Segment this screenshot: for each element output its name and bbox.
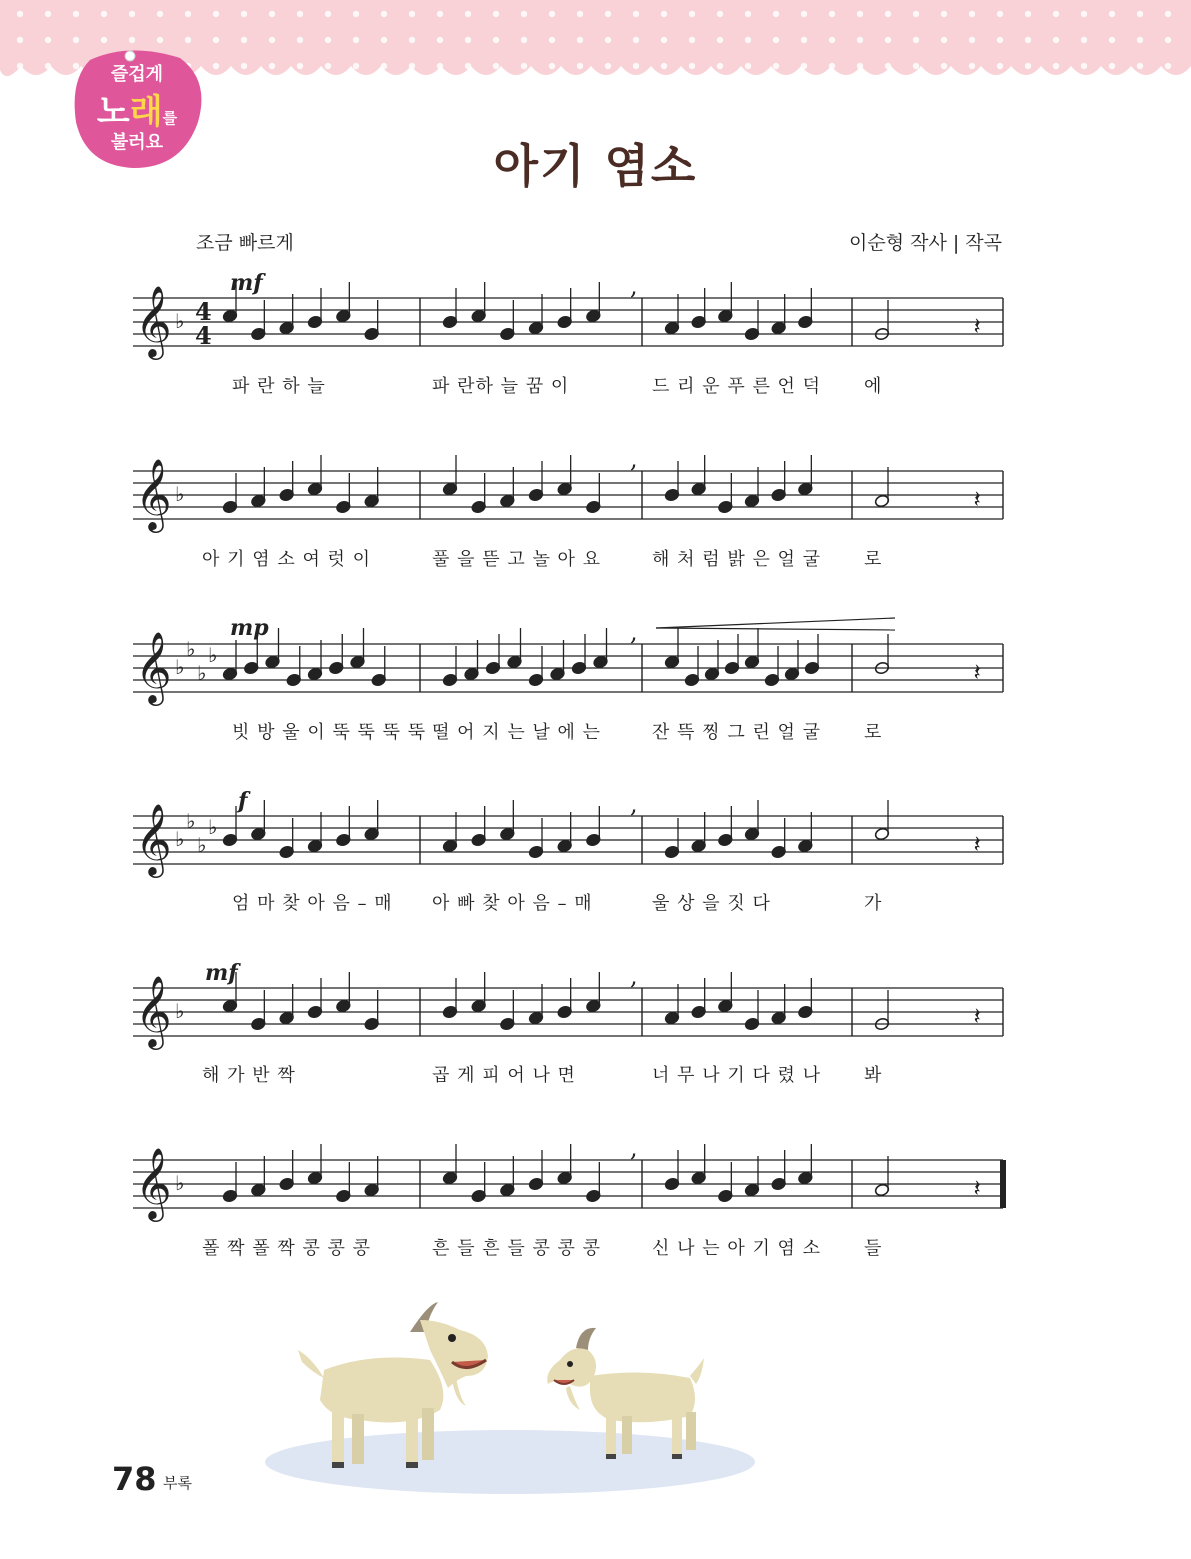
crescendo-hairpin bbox=[656, 618, 895, 628]
treble-clef: 𝄞 bbox=[135, 802, 172, 875]
badge-reul: 를 bbox=[162, 109, 178, 127]
lyric-row1-m2: 파 란하 늘 꿈 이 bbox=[432, 376, 570, 397]
breath-mark: , bbox=[630, 272, 638, 300]
flat-sign: ♭ bbox=[208, 815, 218, 839]
lyric-row4-m4: 가 bbox=[864, 893, 883, 914]
flat-sign: ♭ bbox=[186, 809, 196, 833]
song-title: 아기 염소 bbox=[493, 139, 698, 193]
treble-clef: 𝄞 bbox=[135, 630, 172, 703]
crescendo-hairpin bbox=[656, 628, 895, 630]
dynamic-marking: f bbox=[238, 788, 248, 814]
dynamic-marking: mp bbox=[230, 615, 269, 641]
treble-clef: 𝄞 bbox=[135, 457, 172, 530]
time-signature: 4 bbox=[195, 321, 212, 350]
treble-clef: 𝄞 bbox=[135, 974, 172, 1047]
quarter-rest: 𝄽 bbox=[973, 485, 981, 513]
flat-sign: ♭ bbox=[186, 637, 196, 661]
dynamic-marking: mf bbox=[205, 960, 238, 986]
lyric-row1-m1: 파 란 하 늘 bbox=[232, 376, 326, 397]
quarter-rest: 𝄽 bbox=[973, 658, 981, 686]
lyric-row3-m4: 로 bbox=[864, 722, 883, 743]
badge-rae: 래 bbox=[129, 92, 163, 132]
treble-clef: 𝄞 bbox=[135, 284, 172, 357]
flat-sign: ♭ bbox=[208, 643, 218, 667]
lyric-row3-m2: 떨 어 지 는 날 에 는 bbox=[432, 722, 602, 743]
lyric-row3-m3: 잔 뜩 찡 그 린 얼 굴 bbox=[652, 722, 822, 743]
dynamic-marking: mf bbox=[230, 270, 263, 296]
lyric-row2-m2: 풀 을 뜯 고 놀 아 요 bbox=[432, 549, 602, 570]
lyric-row2-m3: 해 처 럼 밝 은 얼 굴 bbox=[652, 549, 822, 570]
flat-sign: ♭ bbox=[197, 833, 207, 857]
goats-illustration bbox=[260, 1280, 760, 1500]
lyric-row4-m2: 아 빠 찾 아 음 – 매 bbox=[432, 893, 593, 914]
section-label: 부록 bbox=[163, 1474, 192, 1492]
lyric-row2-m1: 아 기 염 소 여 럿 이 bbox=[202, 549, 372, 570]
quarter-rest: 𝄽 bbox=[973, 312, 981, 340]
time-signature: 4 bbox=[195, 297, 212, 326]
flat-sign: ♭ bbox=[175, 309, 185, 333]
lyric-row5-m2: 곱 게 피 어 나 면 bbox=[432, 1065, 576, 1086]
badge-line3: 불러요 bbox=[110, 132, 164, 153]
lyric-row6-m1: 폴 짝 폴 짝 콩 콩 콩 bbox=[202, 1238, 372, 1259]
flat-sign: ♭ bbox=[175, 827, 185, 851]
treble-clef: 𝄞 bbox=[135, 1146, 172, 1219]
lyric-row6-m2: 흔 들 흔 들 콩 콩 콩 bbox=[432, 1238, 602, 1259]
lyric-row5-m3: 너 무 나 기 다 렸 나 bbox=[652, 1065, 822, 1086]
flat-sign: ♭ bbox=[197, 661, 207, 685]
lyric-row1-m4: 에 bbox=[864, 376, 883, 397]
quarter-rest: 𝄽 bbox=[973, 1174, 981, 1202]
breath-mark: , bbox=[630, 790, 638, 818]
lyric-row3-m1: 빗 방 울 이 뚝 뚝 뚝 뚝 bbox=[232, 722, 427, 743]
lyric-row2-m4: 로 bbox=[864, 549, 883, 570]
flat-sign: ♭ bbox=[175, 999, 185, 1023]
lyric-row6-m3: 신 나 는 아 기 염 소 bbox=[652, 1238, 822, 1259]
breath-mark: , bbox=[630, 618, 638, 646]
quarter-rest: 𝄽 bbox=[973, 1002, 981, 1030]
lyric-row5-m1: 해 가 반 짝 bbox=[202, 1065, 296, 1086]
breath-mark: , bbox=[630, 962, 638, 990]
breath-mark: , bbox=[630, 1134, 638, 1162]
flat-sign: ♭ bbox=[175, 482, 185, 506]
lyric-row1-m3: 드 리 운 푸 른 언 덕 bbox=[652, 376, 822, 397]
page-number: 78 bbox=[112, 1460, 157, 1498]
breath-mark: , bbox=[630, 445, 638, 473]
lyric-row4-m1: 엄 마 찾 아 음 – 매 bbox=[232, 893, 393, 914]
badge-no: 노 bbox=[96, 92, 130, 132]
composer-credit: 이순형 작사 | 작곡 bbox=[849, 232, 1002, 254]
lyric-row6-m4: 들 bbox=[864, 1238, 883, 1259]
flat-sign: ♭ bbox=[175, 1171, 185, 1195]
badge-line1: 즐겁게 bbox=[110, 64, 164, 85]
tempo-marking: 조금 빠르게 bbox=[196, 232, 294, 254]
flat-sign: ♭ bbox=[175, 655, 185, 679]
quarter-rest: 𝄽 bbox=[973, 830, 981, 858]
lyric-row5-m4: 봐 bbox=[864, 1065, 883, 1086]
lyric-row4-m3: 울 상 을 짓 다 bbox=[652, 893, 771, 914]
